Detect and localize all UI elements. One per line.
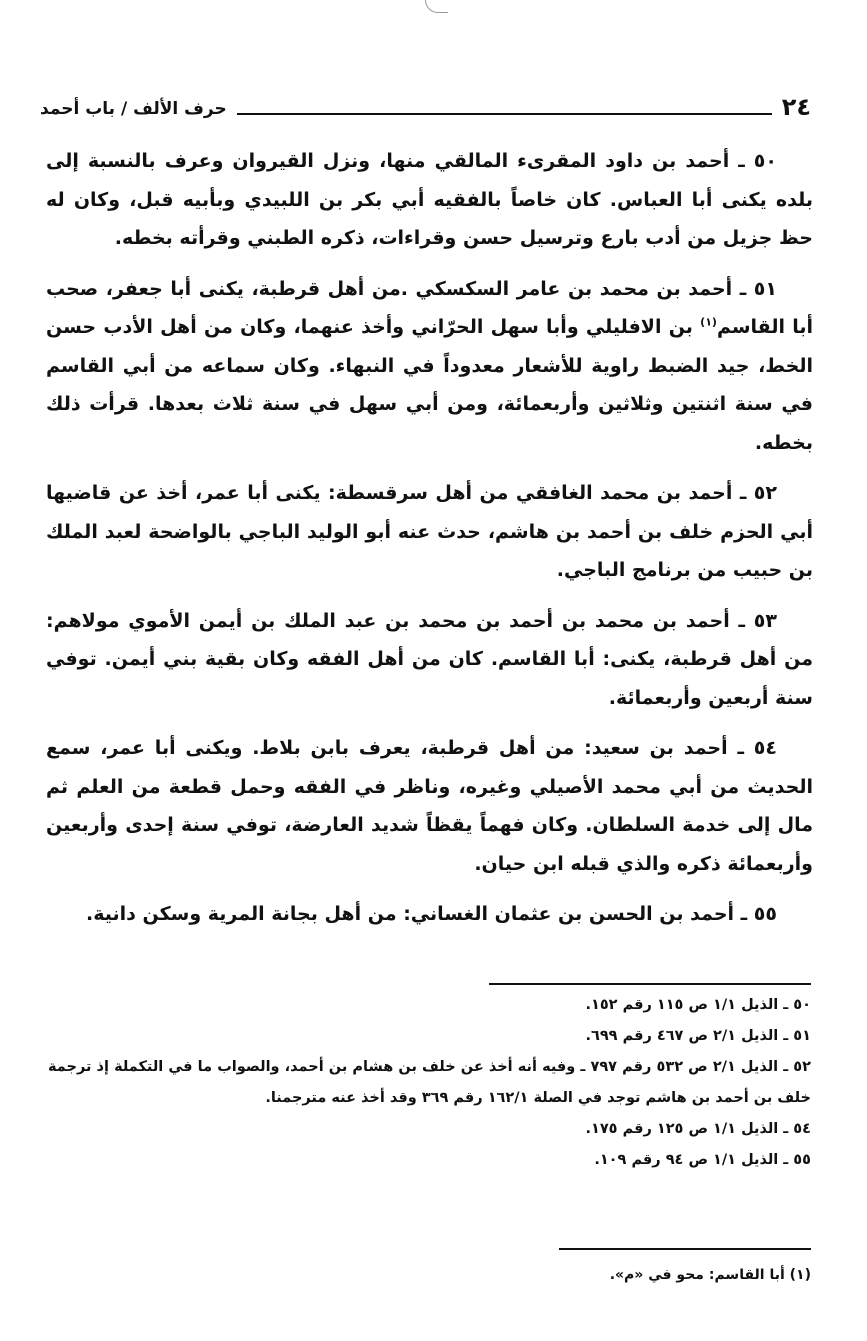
header-rule bbox=[237, 113, 772, 115]
page-corner-mark bbox=[425, 0, 448, 13]
entry-50: ٥٠ ـ أحمد بن داود المقرىء المالقي منها، ونزل القيروان وعرف بالنسبة إلى بلده يكنى أبا العباس. كان خاصاً بالفقيه أبي بكر بن اللبيدي وبأبيه قبل، وكان له حظ جزيل من أدب بارع وترسيل حسن وقراءات، ذكره الطبني وقرأته بخطه. bbox=[46, 150, 813, 249]
main-text bbox=[46, 142, 813, 946]
footnotes bbox=[48, 1262, 811, 1288]
sources-rule bbox=[489, 983, 811, 985]
footnote-rule bbox=[559, 1248, 811, 1250]
source-item: ٥١ ـ الذيل ٢/١ ص ٤٦٧ رقم ٦٩٩. bbox=[585, 1028, 811, 1044]
entry-51-text-end: بن الافليلي وأبا سهل الحرّاني وأخذ عنهما، وكان من أهل الأدب حسن الخط، جيد الضبط راوية للأشعار معدوداً في النبهاء. وكان سماعه من أبي القاسم في سنة اثنتين وثلاثين وأربعمائة، ومن أبي سهل في سنة ثلاث بعدها. قرأت ذلك بخطه. bbox=[46, 316, 813, 454]
entry-54: ٥٤ ـ أحمد بن سعيد: من أهل قرطبة، يعرف بابن بلاط. ويكنى أبا عمر، سمع الحديث من أبي محمد الأصيلي وغيره، وناظر في الفقه وحمل قطعة من العلم ثم مال إلى خدمة السلطان. وكان فهماً يقظاً شديد العارضة، توفي سنة إحدى وأربعين وأربعمائة ذكره والذي قبله ابن حيان. bbox=[46, 737, 813, 875]
sources-list bbox=[48, 990, 811, 1176]
entry-51 bbox=[46, 270, 813, 463]
footnote-item: (١) أبا القاسم: محو في «م». bbox=[609, 1267, 811, 1283]
footnote-reference: (١) bbox=[700, 315, 717, 329]
entry-51-text-start: ٥١ ـ أحمد بن محمد بن عامر السكسكي .من أهل قرطبة، يكنى أبا جعفر، صحب أبا القاسم bbox=[46, 277, 814, 338]
running-header bbox=[40, 90, 811, 120]
running-title: حرف الألف / باب أحمد bbox=[40, 99, 227, 119]
source-item: ٥٠ ـ الذيل ١/١ ص ١١٥ رقم ١٥٢. bbox=[585, 997, 811, 1013]
entry-52: ٥٢ ـ أحمد بن محمد الغافقي من أهل سرقسطة: يكنى أبا عمر، أخذ عن قاضيها أبي الحزم خلف بن أحمد بن هاشم، حدث عنه أبو الوليد الباجي بالواضحة لعبد الملك بن حبيب من برنامج الباجي. bbox=[46, 482, 813, 581]
entry-55: ٥٥ ـ أحمد بن الحسن بن عثمان الغساني: من أهل بجانة المرية وسكن دانية. bbox=[86, 903, 777, 925]
source-item: ٥٢ ـ الذيل ٢/١ ص ٥٣٢ رقم ٧٩٧ ـ وفيه أنه أخذ عن خلف بن هشام بن أحمد، والصواب ما في التكملة إذ ترجمة خلف بن أحمد بن هاشم توجد في الصلة ١٦٢/١ رقم ٣٦٩ وقد أخذ عنه مترجمنا. bbox=[48, 1059, 811, 1106]
source-item: ٥٤ ـ الذيل ١/١ ص ١٢٥ رقم ١٧٥. bbox=[585, 1121, 811, 1137]
entry-53: ٥٣ ـ أحمد بن محمد بن أحمد بن محمد بن عبد الملك بن أيمن الأموي مولاهم: من أهل قرطبة، يكنى: أبا القاسم. كان من أهل الفقه وكان بقية بني أيمن. توفي سنة أربعين وأربعمائة. bbox=[46, 609, 813, 709]
page-number: ٢٤ bbox=[781, 93, 811, 121]
source-item: ٥٥ ـ الذيل ١/١ ص ٩٤ رقم ١٠٩. bbox=[594, 1152, 811, 1168]
